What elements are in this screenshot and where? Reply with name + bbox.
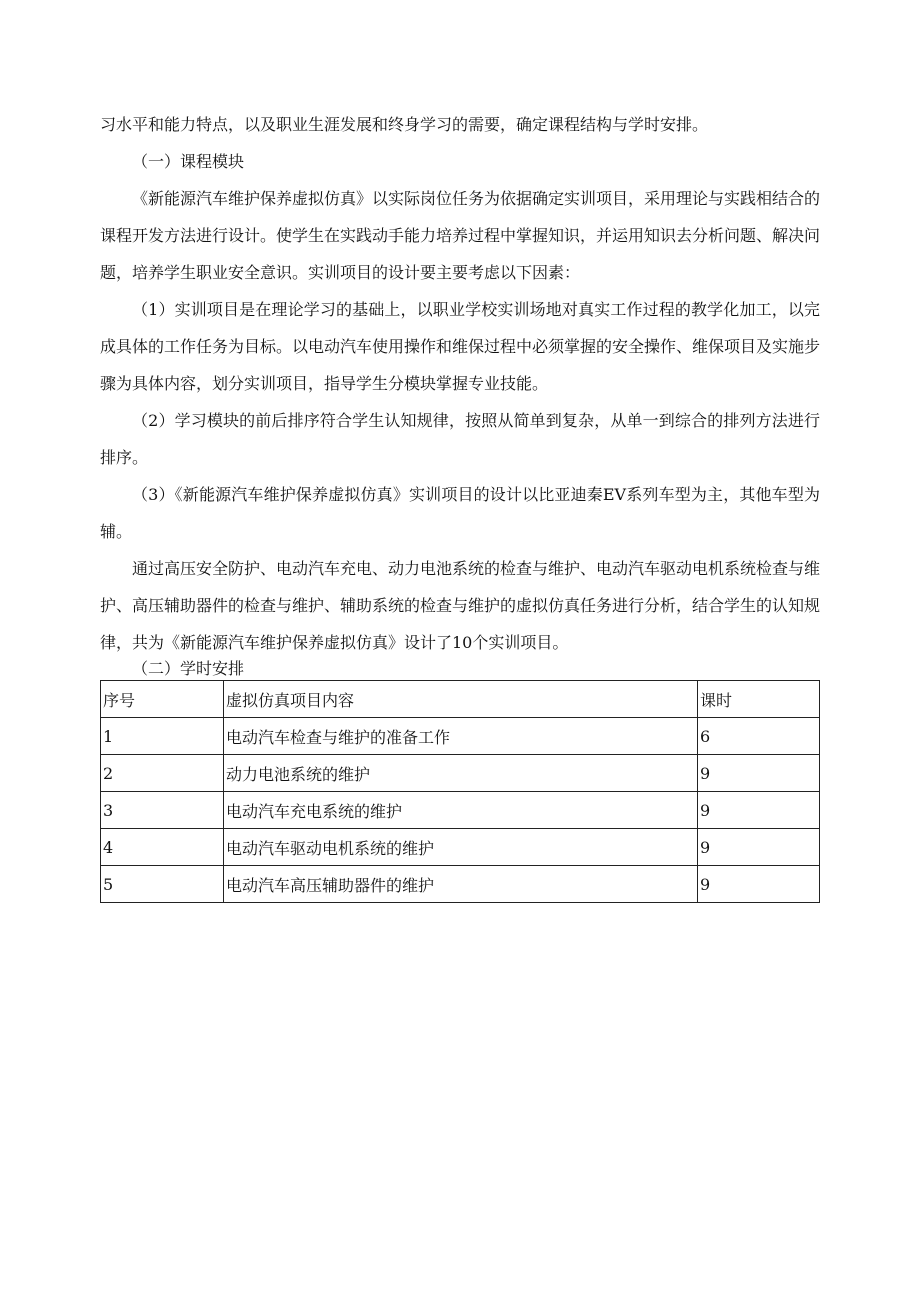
row-hours: 9 — [698, 829, 820, 866]
row-index: 5 — [101, 866, 224, 903]
row-index: 4 — [101, 829, 224, 866]
row-content: 电动汽车高压辅助器件的维护 — [224, 866, 698, 903]
row-hours: 9 — [698, 866, 820, 903]
class-hours-table — [100, 680, 820, 903]
intro-tail-text: 习水平和能力特点，以及职业生涯发展和终身学习的需要，确定课程结构与学时安排。 — [100, 115, 709, 134]
row-hours: 9 — [698, 792, 820, 829]
section2-heading: （二）学时安排 — [132, 659, 245, 678]
row-content: 电动汽车充电系统的维护 — [224, 792, 698, 829]
header-content: 虚拟仿真项目内容 — [224, 681, 698, 718]
row-content: 动力电池系统的维护 — [224, 755, 698, 792]
section1-paragraph-3: （2）学习模块的前后排序符合学生认知规律，按照从简单到复杂，从单一到综合的排列方法进行排序。 — [100, 411, 820, 467]
row-content: 电动汽车检查与维护的准备工作 — [224, 718, 698, 755]
row-index: 1 — [101, 718, 224, 755]
table-header-row — [101, 681, 820, 718]
row-hours: 6 — [698, 718, 820, 755]
table-row — [101, 755, 820, 792]
header-hours: 课时 — [698, 681, 820, 718]
table-row — [101, 829, 820, 866]
section1-paragraph-4: （3）《新能源汽车维护保养虚拟仿真》实训项目的设计以比亚迪秦EV系列车型为主，其他车型为辅。 — [100, 485, 820, 541]
row-hours: 9 — [698, 755, 820, 792]
row-index: 2 — [101, 755, 224, 792]
row-index: 3 — [101, 792, 224, 829]
section1-heading: （一）课程模块 — [132, 152, 245, 171]
table-row — [101, 718, 820, 755]
table-row — [101, 866, 820, 903]
section1-paragraph-5: 通过高压安全防护、电动汽车充电、动力电池系统的检查与维护、电动汽车驱动电机系统检查与维护、高压辅助器件的检查与维护、辅助系统的检查与维护的虚拟仿真任务进行分析，结合学生的认知规律，共为《新能源汽车维护保养虚拟仿真》设计了10个实训项目。 — [100, 559, 821, 652]
section1-paragraph-1: 《新能源汽车维护保养虚拟仿真》以实际岗位任务为依据确定实训项目，采用理论与实践相结合的课程开发方法进行设计。使学生在实践动手能力培养过程中掌握知识，并运用知识去分析问题、解决问题，培养学生职业安全意识。实训项目的设计要主要考虑以下因素： — [100, 189, 821, 282]
section1-paragraph-2: （1）实训项目是在理论学习的基础上，以职业学校实训场地对真实工作过程的教学化加工，以完成具体的工作任务为目标。以电动汽车使用操作和维保过程中必须掌握的安全操作、维保项目及实施步骤为具体内容，划分实训项目，指导学生分模块掌握专业技能。 — [100, 300, 821, 393]
table-row — [101, 792, 820, 829]
header-index: 序号 — [101, 681, 224, 718]
row-content: 电动汽车驱动电机系统的维护 — [224, 829, 698, 866]
